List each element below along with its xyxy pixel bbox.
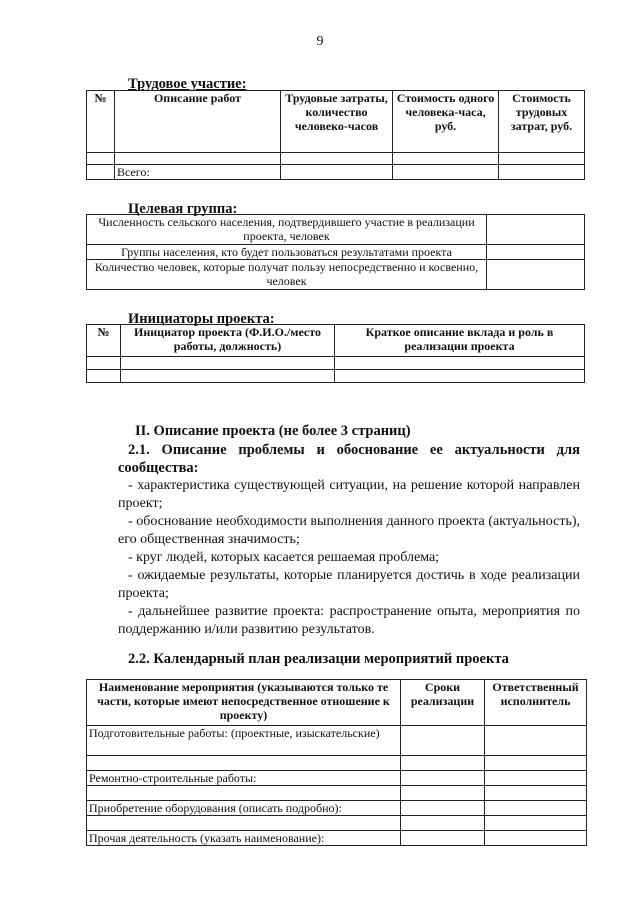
table-row bbox=[87, 215, 585, 245]
labor-header-no: № bbox=[87, 91, 115, 153]
initiators-table bbox=[86, 324, 585, 383]
table-row bbox=[87, 816, 587, 831]
target-row-participants: Численность сельского населения, подтвердившего участие в реализации проекта, человек bbox=[87, 215, 487, 245]
calendar-table bbox=[86, 679, 587, 846]
table-row bbox=[87, 370, 585, 383]
table-row bbox=[87, 260, 585, 290]
calendar-header-responsible: Ответственный исполнитель bbox=[485, 680, 587, 726]
target-row-groups: Группы населения, кто будет пользоваться результатами проекта bbox=[87, 245, 487, 260]
labor-total-label: Всего: bbox=[115, 165, 281, 180]
table-row bbox=[87, 801, 587, 816]
calendar-row-construction: Ремонтно-строительные работы: bbox=[87, 771, 401, 786]
initiators-title: Инициаторы проекта: bbox=[128, 311, 275, 327]
list-item: - обоснование необходимости выполнения данного проекта (актуальность), его общественная значимость; bbox=[118, 514, 580, 547]
subsection-1-title: 2.1. Описание проблемы и обоснование ее актуальности для сообщества: bbox=[118, 442, 580, 476]
list-item: - дальнейшее развитие проекта: распространение опыта, мероприятия по поддержанию и/или развитию результатов. bbox=[118, 604, 580, 637]
subsection-2-title: 2.2. Календарный план реализации мероприятий проекта bbox=[128, 651, 509, 667]
table-row bbox=[87, 726, 587, 756]
table-row bbox=[87, 786, 587, 801]
table-row bbox=[87, 771, 587, 786]
table-row bbox=[87, 357, 585, 370]
calendar-row-equipment: Приобретение оборудования (описать подробно): bbox=[87, 801, 401, 816]
target-row-beneficiaries: Количество человек, которые получат пользу непосредственно и косвенно, человек bbox=[87, 260, 487, 290]
calendar-header-activity: Наименование мероприятия (указываются только те части, которые имеют непосредственное отношение к проекту) bbox=[87, 680, 401, 726]
labor-header-cost: Стоимость трудовых затрат, руб. bbox=[499, 91, 585, 153]
list-item: - характеристика существующей ситуации, на решение которой направлен проект; bbox=[118, 478, 580, 511]
table-row bbox=[87, 245, 585, 260]
calendar-row-other: Прочая деятельность (указать наименование): bbox=[87, 831, 401, 846]
table-row bbox=[87, 153, 585, 165]
table-row bbox=[87, 831, 587, 846]
section-title: II. Описание проекта (не более 3 страниц) bbox=[135, 423, 411, 439]
labor-header-desc: Описание работ bbox=[115, 91, 281, 153]
target-title: Целевая группа: bbox=[128, 201, 238, 217]
labor-table bbox=[86, 90, 585, 180]
table-row bbox=[87, 165, 585, 180]
labor-title: Трудовое участие: bbox=[128, 76, 247, 92]
page-number: 9 bbox=[316, 34, 324, 49]
initiators-header-role: Краткое описание вклада и роль в реализации проекта bbox=[335, 325, 585, 357]
calendar-row-prep: Подготовительные работы: (проектные, изыскательские) bbox=[87, 726, 401, 756]
calendar-header-dates: Сроки реализации bbox=[401, 680, 485, 726]
initiators-header-name: Инициатор проекта (Ф.И.О./место работы, должность) bbox=[121, 325, 335, 357]
target-table bbox=[86, 214, 585, 290]
labor-header-rate: Стоимость одного человека-часа, руб. bbox=[393, 91, 499, 153]
table-row bbox=[87, 756, 587, 771]
list-item: - круг людей, которых касается решаемая проблема; bbox=[128, 550, 440, 565]
labor-header-hours: Трудовые затраты, количество человеко-часов bbox=[281, 91, 393, 153]
initiators-header-no: № bbox=[87, 325, 121, 357]
list-item: - ожидаемые результаты, которые планируется достичь в ходе реализации проекта; bbox=[118, 568, 580, 601]
